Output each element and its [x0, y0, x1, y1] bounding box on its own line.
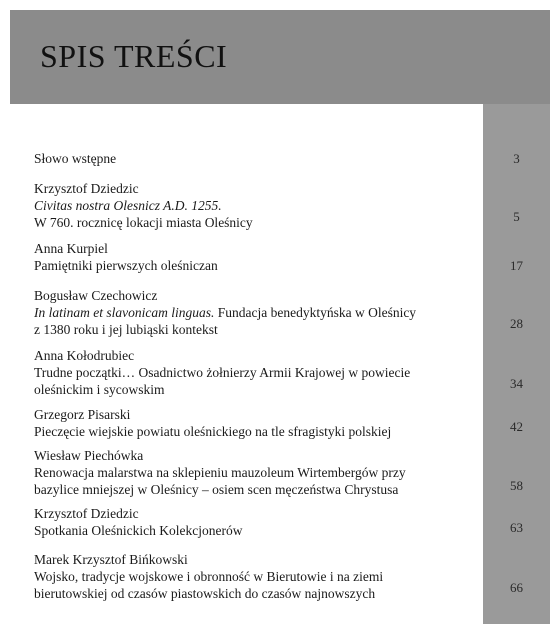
entry-subtitle: W 760. rocznicę lokacji miasta Oleśnicy: [34, 215, 253, 230]
page-number: 58: [510, 478, 523, 493]
page-number: 63: [510, 520, 523, 535]
entry-author: Anna Kołodrubiec: [34, 348, 135, 363]
page-number-column: [483, 104, 550, 624]
page-number: 3: [513, 151, 520, 166]
entry-title: Wojsko, tradycje wojskowe i obronność w Bierutowie i na ziemi: [34, 569, 384, 584]
page-number: 66: [510, 580, 523, 595]
entry-title-continued: bazylice mniejszej w Oleśnicy – osiem scen męczeństwa Chrystusa: [34, 482, 399, 497]
entry-author: Bogusław Czechowicz: [34, 288, 158, 303]
entry-title: Słowo wstępne: [34, 151, 117, 166]
entry-title-italic: In latinam et slavonicam linguas.: [34, 305, 215, 320]
entry-title: Renowacja malarstwa na sklepieniu mauzoleum Wirtembergów przy: [34, 465, 406, 480]
entry-title: Spotkania Oleśnickich Kolekcjonerów: [34, 523, 243, 538]
entry-title: Trudne początki… Osadnictwo żołnierzy Armii Krajowej w powiecie: [34, 365, 411, 380]
entry-author: Anna Kurpiel: [34, 241, 108, 256]
entry-author: Wiesław Piechówka: [34, 448, 144, 463]
entry-title: Pieczęcie wiejskie powiatu oleśnickiego na tle sfragistyki polskiej: [34, 424, 392, 439]
entry-author: Marek Krzysztof Bińkowski: [34, 552, 188, 567]
entry-title-continued: z 1380 roku i jej lubiąski kontekst: [34, 322, 218, 337]
page-number: 42: [510, 419, 523, 434]
entry-author: Krzysztof Dziedzic: [34, 181, 139, 196]
entry-title: Civitas nostra Olesnicz A.D. 1255.: [34, 198, 222, 213]
header-band: [10, 10, 550, 104]
page-number: 28: [510, 316, 523, 331]
entry-title-normal: Fundacja benedyktyńska w Oleśnicy: [214, 305, 417, 320]
page-title: SPIS TREŚCI: [40, 38, 228, 74]
entry-title: Pamiętniki pierwszych oleśniczan: [34, 258, 218, 273]
entry-title-continued: bierutowskiej od czasów piastowskich do czasów najnowszych: [34, 586, 376, 601]
entry-author: Krzysztof Dziedzic: [34, 506, 139, 521]
entry-title-continued: oleśnickim i sycowskim: [34, 382, 165, 397]
entry-title: [34, 305, 416, 321]
page-number: 34: [510, 376, 523, 391]
page-number: 17: [510, 258, 523, 273]
page-number: 5: [513, 209, 520, 224]
entry-author: Grzegorz Pisarski: [34, 407, 131, 422]
